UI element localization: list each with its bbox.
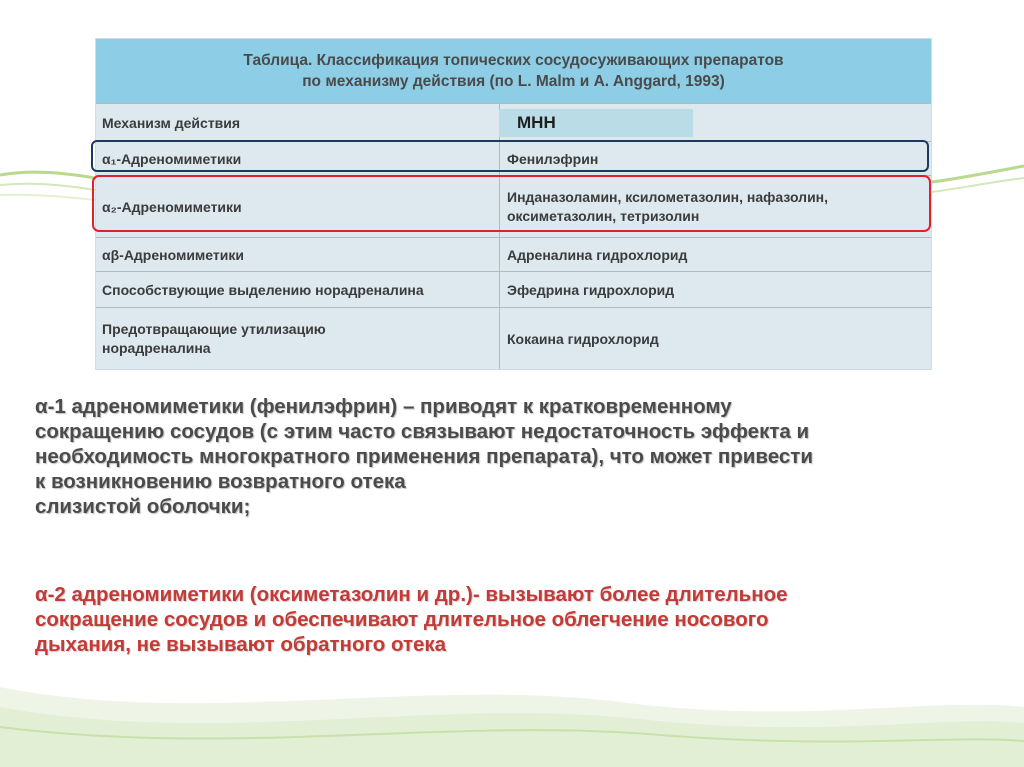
row-drugs: Эфедрина гидрохлорид [507, 281, 675, 298]
table-title-line-1: Таблица. Классификация топических сосудосуживающих препаратов [243, 52, 784, 69]
alpha1-line: сокращению сосудов (с этим часто связывают недостаточность эффекта и [35, 420, 810, 443]
highlight-alpha2-row [92, 175, 931, 232]
row-mechanism-line-1: Предотвращающие утилизацию [102, 321, 326, 337]
row-drugs-line-1: Инданазоламин, ксилометазолин, нафазолин, [507, 189, 829, 205]
alpha2-line: α-2 адреномиметики (оксиметазолин и др.)- вызывают более длительное [35, 583, 788, 606]
row-mechanism-line-2: норадреналина [102, 340, 211, 356]
row-mechanism: Способствующие выделению норадреналина [102, 281, 424, 298]
decor-swoosh-right [932, 120, 1024, 240]
row-drugs: Адреналина гидрохлорид [507, 246, 688, 263]
alpha1-line: необходимость многократного применения препарата), что может привести [35, 445, 813, 468]
row-mechanism [102, 308, 497, 370]
alpha1-line: слизистой оболочки; [35, 495, 251, 518]
decor-wave-bottom [0, 657, 1024, 767]
table-row [96, 271, 931, 308]
alpha1-line: к возникновению возвратного отека [35, 470, 406, 493]
decor-swoosh-left [0, 120, 95, 240]
alpha1-line: α-1 адреномиметики (фенилэфрин) – приводят к кратковременному [35, 395, 732, 418]
alpha2-line: дыхания, не вызывают обратного отека [35, 633, 447, 656]
row-mechanism: αβ-Адреномиметики [102, 246, 244, 263]
row-mechanism: α₁-Адреномиметики [102, 150, 242, 167]
table-row [96, 307, 931, 370]
alpha1-description [35, 394, 1010, 519]
alpha2-description [35, 582, 1010, 657]
table-title-line-2: по механизму действия (по L. Malm и A. Anggard, 1993) [302, 73, 725, 90]
row-drugs: Фенилэфрин [507, 150, 599, 167]
highlight-alpha1-row [91, 140, 929, 172]
header-mechanism: Механизм действия [102, 114, 241, 131]
table-row [96, 237, 931, 272]
row-drugs: Кокаина гидрохлорид [507, 330, 659, 347]
header-inn-label: МНН [499, 109, 693, 137]
row-mechanism: α₂-Адреномиметики [102, 198, 242, 215]
table-title [96, 39, 931, 103]
row-drugs-line-2: оксиметазолин, тетризолин [507, 208, 700, 224]
alpha2-line: сокращение сосудов и обеспечивают длительное облегчение носового [35, 608, 769, 631]
